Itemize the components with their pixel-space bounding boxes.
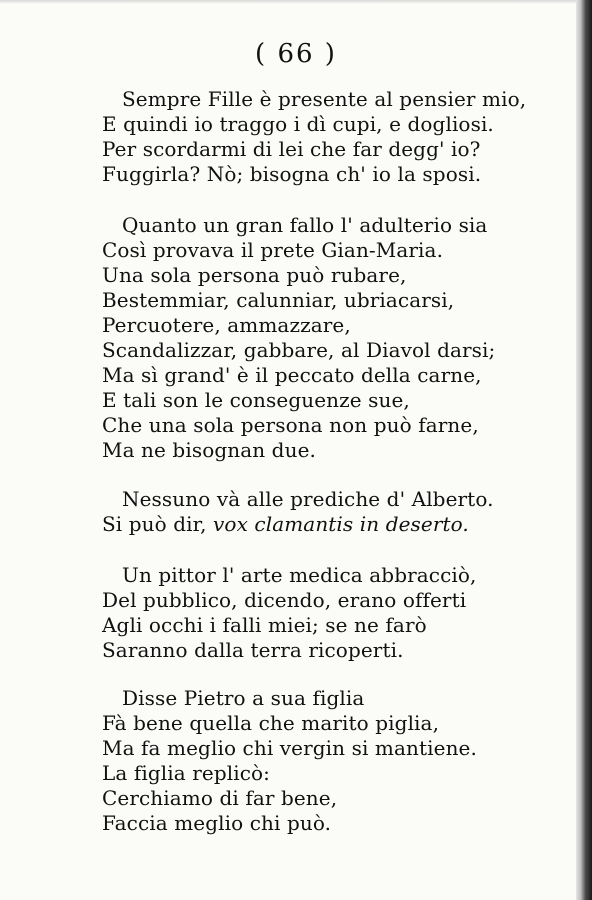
poem-line: Bestemmiar, calunniar, ubriacarsi, (102, 288, 455, 312)
stanza-1 (102, 87, 542, 187)
poem-line: Una sola persona può rubare, (102, 263, 407, 287)
poem-line (102, 512, 542, 537)
poem-line: Del pubblico, dicendo, erano offerti (102, 588, 467, 612)
poem-line: Saranno dalla terra ricoperti. (102, 638, 404, 662)
poem-line: E tali son le conseguenze sue, (102, 388, 410, 412)
poem-line: Ma sì grand' è il peccato della carne, (102, 363, 482, 387)
poem-line: Fuggirla? Nò; bisogna ch' io la sposi. (102, 162, 482, 186)
poem-line: La figlia replicò: (102, 761, 271, 785)
poem-line: Sempre Fille è presente al pensier mio, (122, 87, 527, 111)
poem-line: Per scordarmi di lei che far degg' io? (102, 137, 481, 161)
poem-line: Ma ne bisognan due. (102, 438, 316, 462)
poem-line-text: Si può dir, (102, 512, 207, 536)
poem-line: Nessuno và alle prediche d' Alberto. (122, 487, 494, 511)
stanza-4 (102, 563, 542, 663)
poem-line: Scandalizzar, gabbare, al Diavol darsi; (102, 338, 496, 362)
poem-line: Così provava il prete Gian-Maria. (102, 238, 444, 262)
poem-line: E quindi io traggo i dì cupi, e dogliosi. (102, 112, 494, 136)
poem-line: Che una sola persona non può farne, (102, 413, 479, 437)
stanza-5 (102, 686, 542, 836)
poem-line: Percuotere, ammazzare, (102, 313, 351, 337)
page-number: ( 66 ) (255, 39, 337, 69)
poem-line: Disse Pietro a sua figlia (122, 686, 365, 710)
stanza-3 (102, 487, 542, 537)
poem-line: Fà bene quella che marito piglia, (102, 711, 440, 735)
stanza-2 (102, 213, 542, 463)
latin-quote: vox clamantis in deserto. (213, 512, 469, 536)
poem-line: Quanto un gran fallo l' adulterio sia (122, 213, 488, 237)
poem-line: Cerchiamo di far bene, (102, 786, 338, 810)
poem-line: Faccia meglio chi può. (102, 811, 332, 835)
poem-line: Agli occhi i falli miei; se ne farò (102, 613, 427, 637)
page-binding-edge (576, 0, 592, 900)
poem-line: Un pittor l' arte medica abbracciò, (122, 563, 477, 587)
page-top-edge-shadow (0, 0, 592, 4)
poem-line: Ma fa meglio chi vergin si mantiene. (102, 736, 477, 760)
